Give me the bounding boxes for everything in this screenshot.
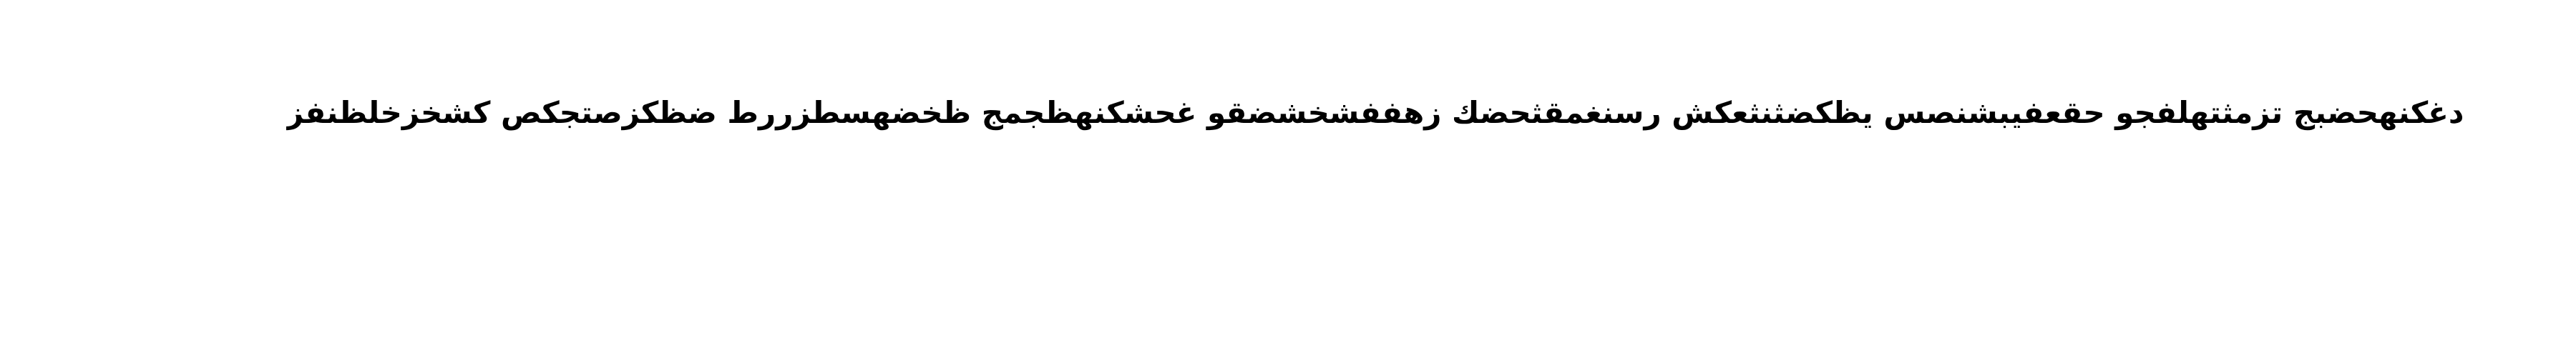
arabic-text-line: دغكنهحضبج تزمثتهلفجو حقعفيبشنصس يظكضثنثعكش رسنغمقثحضك زهففشخشضقو غحشكنهظجمج ظخضهسطزررط ضظكزصتجكص كشخزخلظنفز bbox=[286, 95, 2464, 130]
